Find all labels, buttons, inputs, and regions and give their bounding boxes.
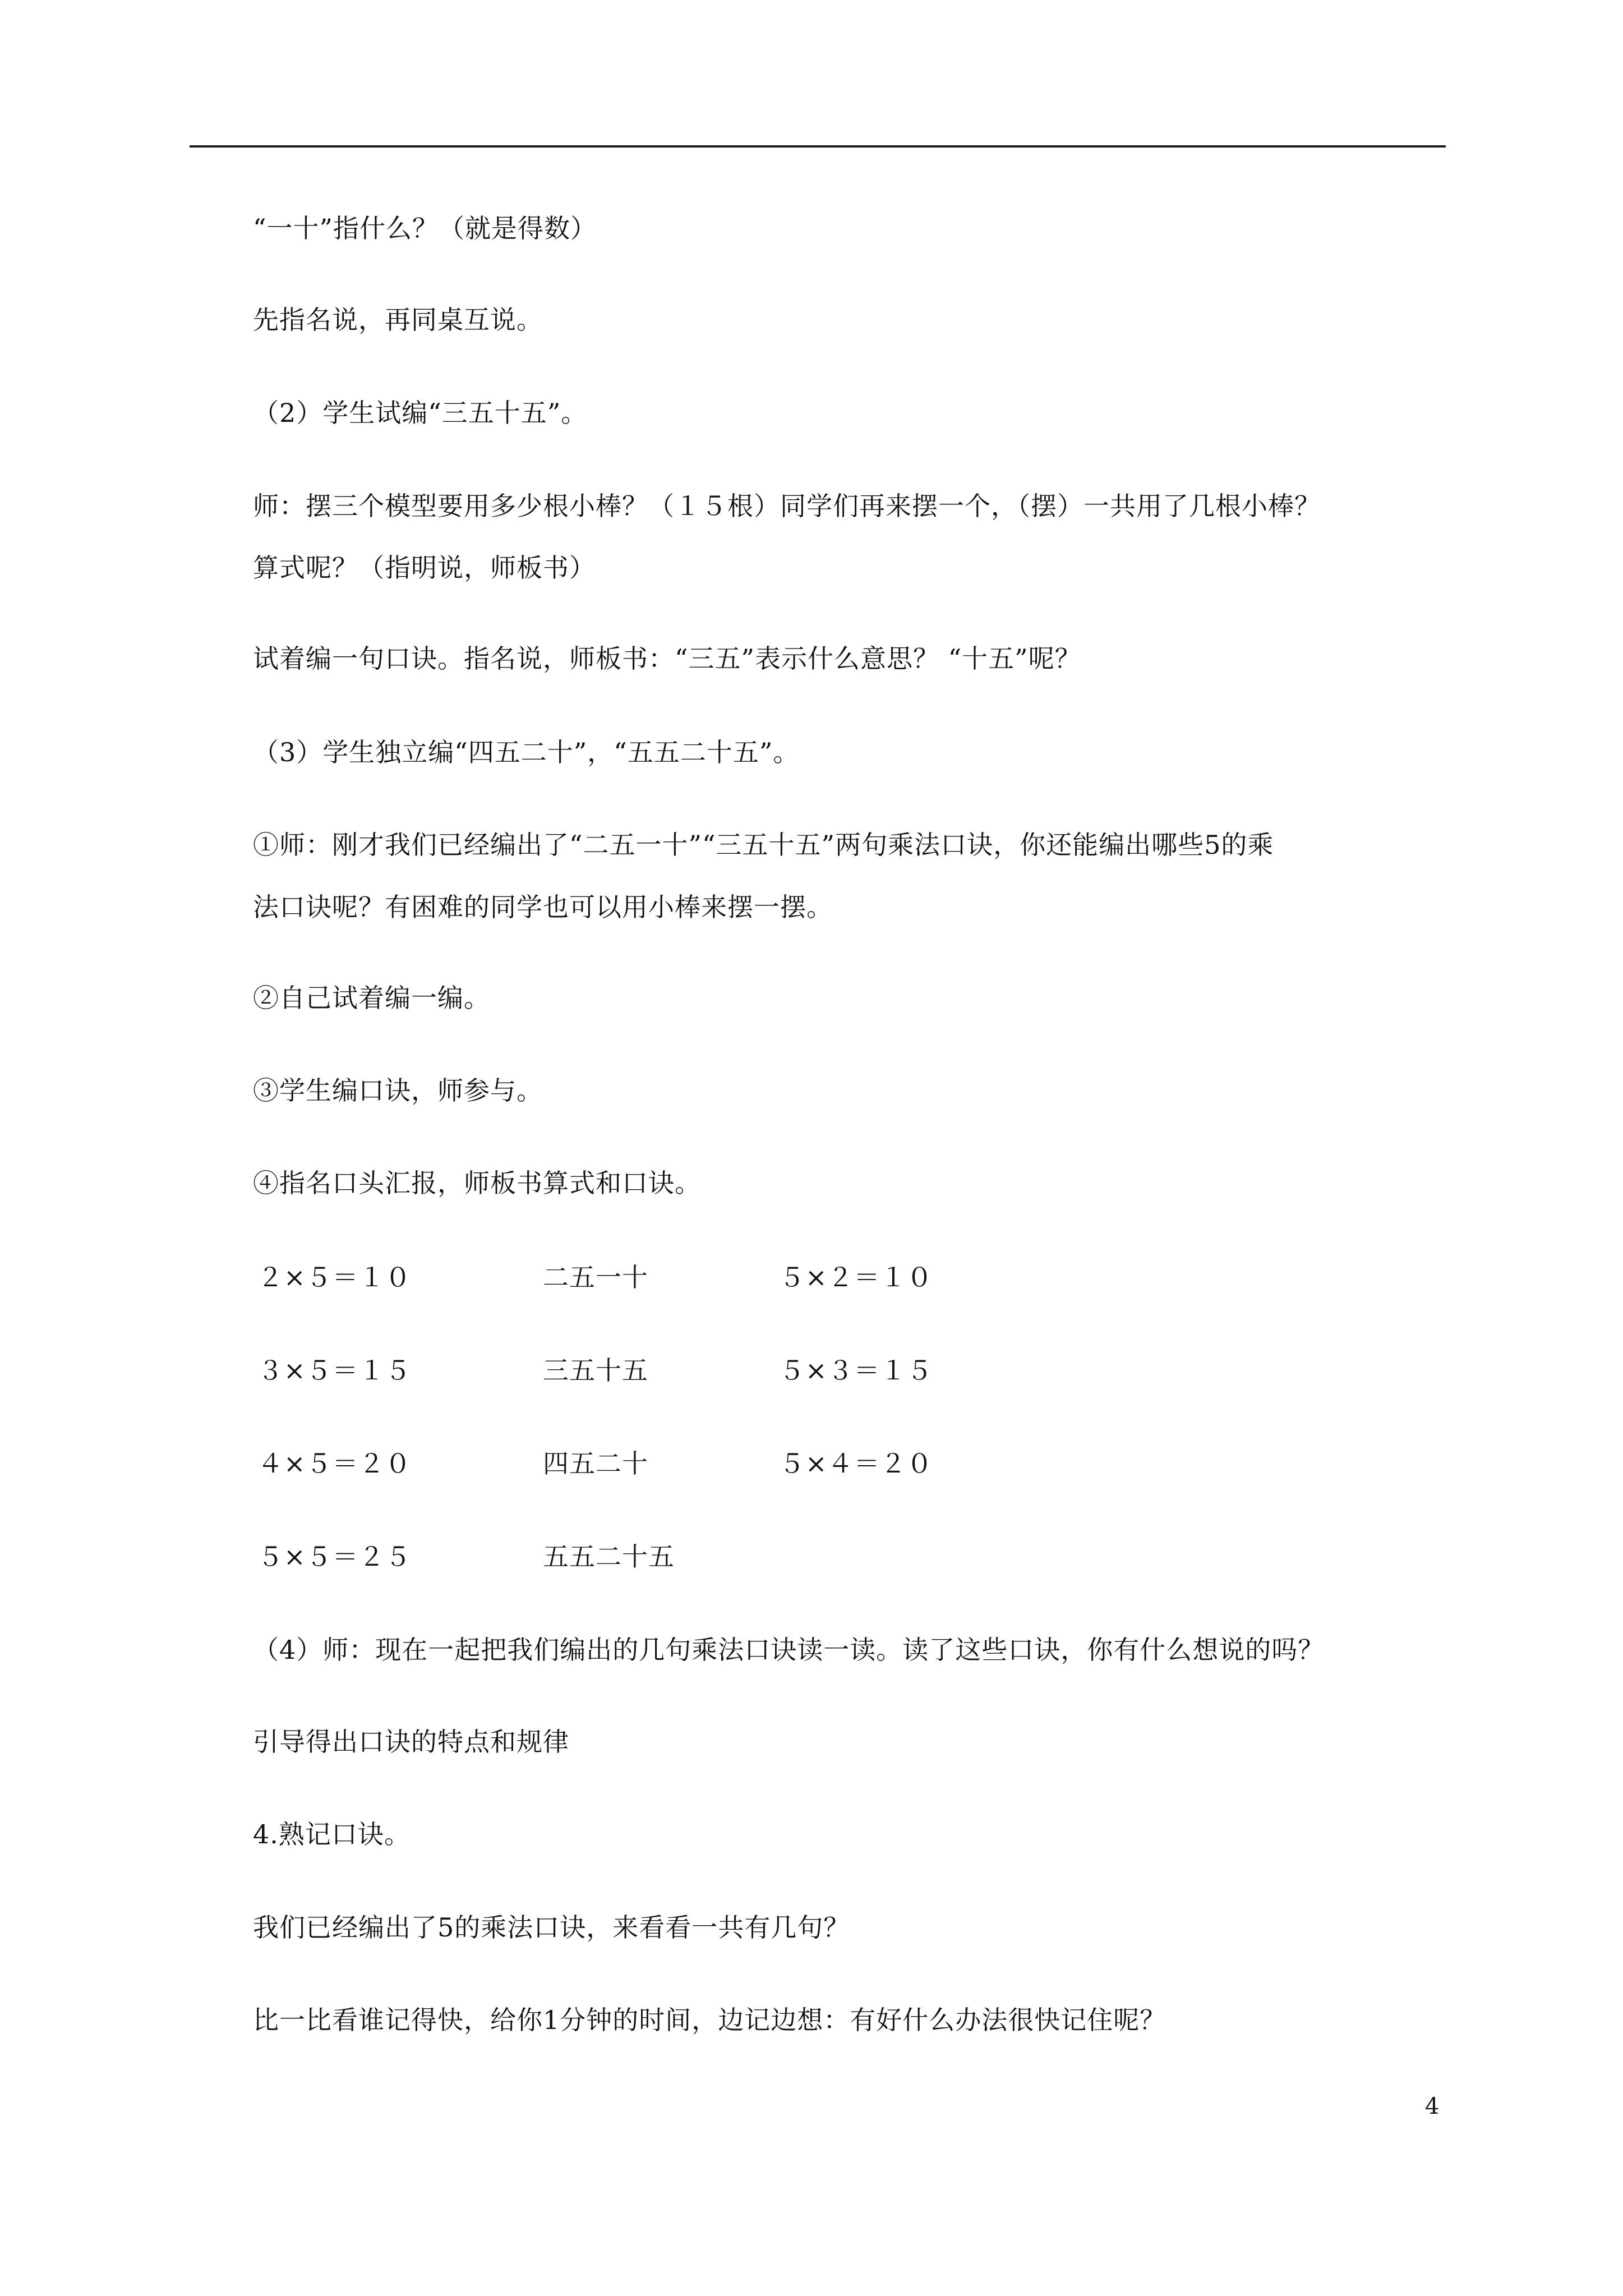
- paragraph-9: ③学生编口诀，师参与。: [253, 1075, 543, 1106]
- table-row-3-rhyme: 四五二十: [543, 1448, 648, 1479]
- paragraph-4-line-2: 算式呢？（指明说，师板书）: [253, 553, 596, 583]
- paragraph-10: ④指名口头汇报，师板书算式和口诀。: [253, 1168, 701, 1198]
- table-row-3-reverse: ５×４＝２０: [779, 1448, 933, 1479]
- paragraph-7-line-2: 法口诀呢？有困难的同学也可以用小棒来摆一摆。: [253, 892, 833, 922]
- table-row-2-rhyme: 三五十五: [543, 1355, 648, 1386]
- table-row-4-rhyme: 五五二十五: [543, 1542, 675, 1572]
- paragraph-2: 先指名说，再同桌互说。: [253, 305, 543, 335]
- table-row-1-equation: ２×５＝１０: [257, 1262, 412, 1292]
- paragraph-4-line-1: 师：摆三个模型要用多少根小棒？（１５根）同学们再来摆一个，（摆）一共用了几根小棒？: [253, 491, 1321, 521]
- table-row-1-rhyme: 二五一十: [543, 1262, 648, 1292]
- table-row-4-equation: ５×５＝２５: [257, 1542, 412, 1572]
- paragraph-12: 引导得出口诀的特点和规律: [253, 1727, 569, 1757]
- paragraph-5: 试着编一句口诀。指名说，师板书：“三五”表示什么意思？ “十五”呢？: [253, 643, 1081, 674]
- table-row-3-equation: ４×５＝２０: [257, 1448, 412, 1479]
- paragraph-8: ②自己试着编一编。: [253, 983, 490, 1013]
- paragraph-15: 比一比看谁记得快，给你1分钟的时间，边记边想：有好什么办法很快记住呢？: [253, 2005, 1166, 2035]
- paragraph-7-line-1: ①师：刚才我们已经编出了“二五一十”“三五十五”两句乘法口诀，你还能编出哪些5的乘: [253, 830, 1274, 860]
- paragraph-3: （2）学生试编“三五十五”。: [253, 398, 588, 428]
- paragraph-6: （3）学生独立编“四五二十”，“五五二十五”。: [253, 737, 800, 767]
- table-row-2-equation: ３×５＝１５: [257, 1355, 412, 1386]
- table-row-2-reverse: ５×３＝１５: [779, 1355, 933, 1386]
- paragraph-14: 我们已经编出了5的乘法口诀，来看看一共有几句？: [253, 1912, 850, 1943]
- paragraph-13: 4.熟记口诀。: [253, 1819, 411, 1849]
- table-row-1-reverse: ５×２＝１０: [779, 1262, 933, 1292]
- paragraph-1: “一十”指什么？（就是得数）: [253, 213, 597, 243]
- page-number: 4: [1425, 2093, 1440, 2119]
- paragraph-11: （4）师：现在一起把我们编出的几句乘法口诀读一读。读了这些口诀，你有什么想说的吗？: [253, 1635, 1325, 1665]
- header-rule: [190, 145, 1446, 148]
